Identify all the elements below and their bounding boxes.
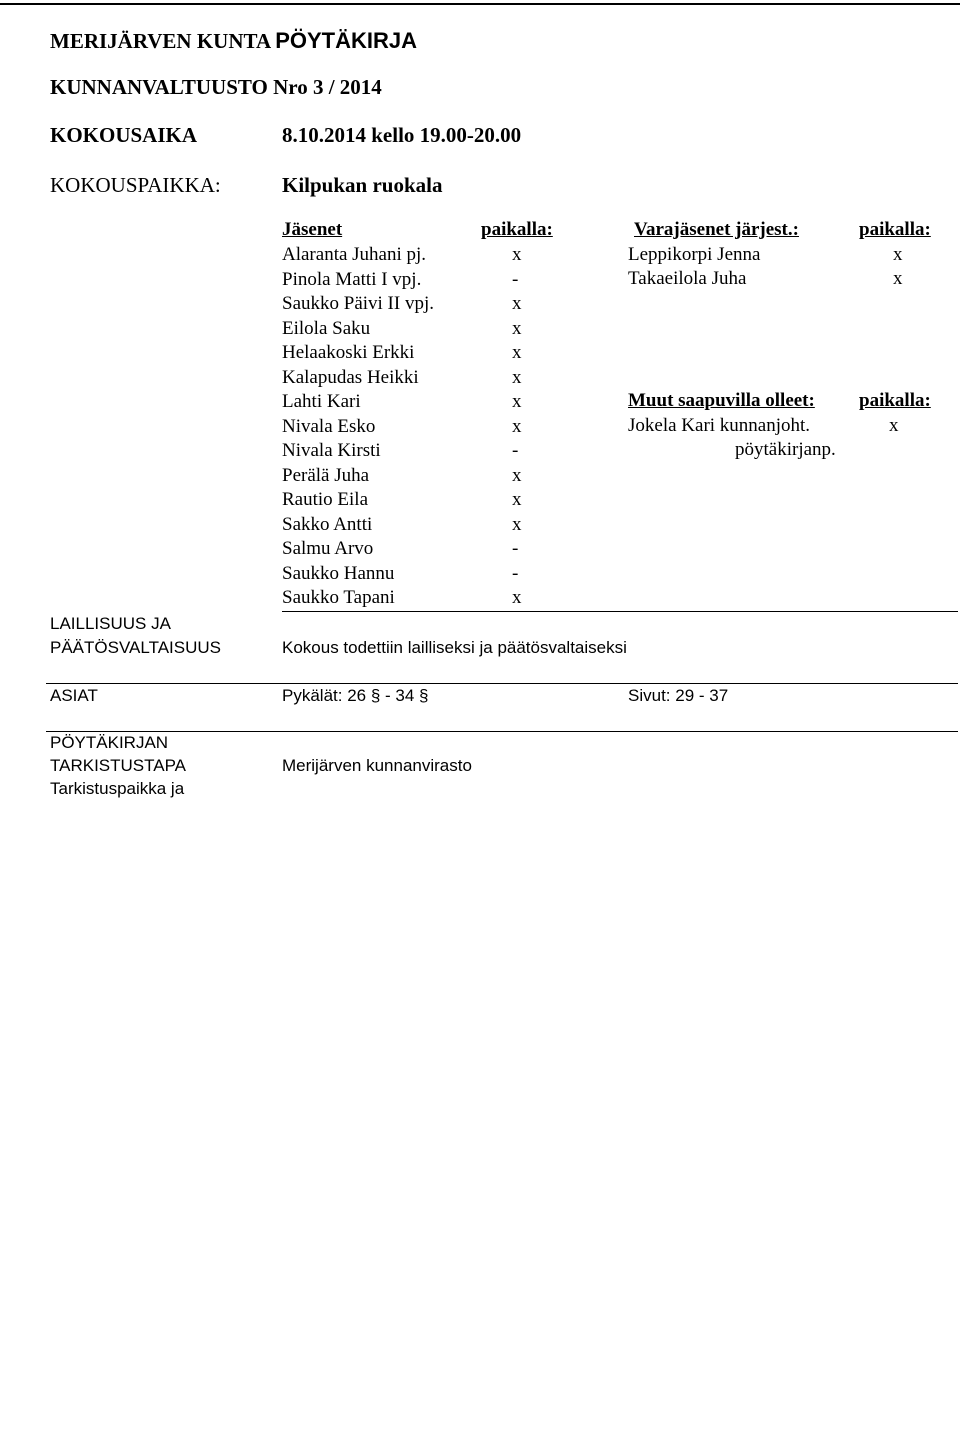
review-label-line1: PÖYTÄKIRJAN bbox=[50, 733, 169, 752]
page-title bbox=[50, 28, 417, 54]
member-present: x bbox=[512, 416, 522, 437]
member-present: x bbox=[512, 391, 522, 412]
municipality-name: MERIJÄRVEN KUNTA bbox=[50, 29, 270, 53]
others-heading: Muut saapuvilla olleet: bbox=[628, 390, 815, 411]
member-name: Lahti Kari bbox=[282, 391, 361, 412]
deputy-present: x bbox=[893, 244, 903, 265]
members-heading: Jäsenet bbox=[282, 219, 343, 240]
review-label-line3: Tarkistuspaikka ja bbox=[50, 779, 185, 798]
document-type: PÖYTÄKIRJA bbox=[275, 28, 418, 53]
legality-label-line1: LAILLISUUS JA bbox=[50, 614, 171, 633]
member-present: x bbox=[512, 489, 522, 510]
member-name: Salmu Arvo bbox=[282, 538, 374, 559]
member-present: x bbox=[512, 465, 522, 486]
member-present: - bbox=[512, 440, 519, 461]
matters-pages: Sivut: 29 - 37 bbox=[628, 686, 729, 705]
member-name: Alaranta Juhani pj. bbox=[282, 244, 427, 265]
member-present: x bbox=[512, 367, 522, 388]
member-present: x bbox=[512, 244, 522, 265]
meeting-place-label: KOKOUSPAIKKA: bbox=[50, 173, 221, 197]
member-present: - bbox=[512, 269, 519, 290]
other-person-name: Jokela Kari kunnanjoht. bbox=[628, 415, 811, 436]
member-present: x bbox=[512, 587, 522, 608]
member-present: x bbox=[512, 318, 522, 339]
present-heading: paikalla: bbox=[481, 219, 553, 240]
member-name: Sakko Antti bbox=[282, 514, 373, 535]
deputy-name: Takaeilola Juha bbox=[628, 268, 747, 289]
matters-sections: Pykälät: 26 § - 34 § bbox=[282, 686, 429, 705]
member-present: x bbox=[512, 514, 522, 535]
member-name: Kalapudas Heikki bbox=[282, 367, 419, 388]
member-present: - bbox=[512, 563, 519, 584]
matters-rule bbox=[46, 683, 958, 684]
other-person-name: pöytäkirjanp. bbox=[735, 439, 836, 460]
member-name: Pinola Matti I vpj. bbox=[282, 269, 422, 290]
meeting-time-value: 8.10.2014 kello 19.00-20.00 bbox=[282, 123, 522, 147]
council-line: KUNNANVALTUUSTO Nro 3 / 2014 bbox=[50, 75, 382, 99]
others-present-heading: paikalla: bbox=[859, 390, 931, 411]
meeting-place-value: Kilpukan ruokala bbox=[282, 173, 443, 197]
member-name: Eilola Saku bbox=[282, 318, 371, 339]
member-name: Nivala Esko bbox=[282, 416, 376, 437]
member-name: Nivala Kirsti bbox=[282, 440, 381, 461]
deputies-present-heading: paikalla: bbox=[859, 219, 931, 240]
member-name: Saukko Hannu bbox=[282, 563, 395, 584]
deputies-heading: Varajäsenet järjest.: bbox=[634, 219, 799, 240]
other-person-present: x bbox=[889, 415, 899, 436]
deputy-name: Leppikorpi Jenna bbox=[628, 244, 761, 265]
member-present: x bbox=[512, 342, 522, 363]
meeting-time-label: KOKOUSAIKA bbox=[50, 123, 198, 147]
member-name: Rautio Eila bbox=[282, 489, 369, 510]
member-name: Saukko Päivi II vpj. bbox=[282, 293, 434, 314]
deputy-present: x bbox=[893, 268, 903, 289]
review-value: Merijärven kunnanvirasto bbox=[282, 756, 472, 775]
member-present: x bbox=[512, 293, 522, 314]
matters-label: ASIAT bbox=[50, 686, 98, 705]
review-label-line2: TARKISTUSTAPA bbox=[50, 756, 187, 775]
top-rule bbox=[0, 3, 960, 5]
member-name: Helaakoski Erkki bbox=[282, 342, 415, 363]
member-name: Saukko Tapani bbox=[282, 587, 395, 608]
legality-rule bbox=[282, 611, 958, 612]
review-rule bbox=[46, 731, 958, 732]
member-name: Perälä Juha bbox=[282, 465, 370, 486]
legality-label-line2: PÄÄTÖSVALTAISUUS bbox=[50, 638, 221, 657]
legality-text: Kokous todettiin lailliseksi ja päätösvaltaiseksi bbox=[282, 638, 627, 657]
member-present: - bbox=[512, 538, 519, 559]
